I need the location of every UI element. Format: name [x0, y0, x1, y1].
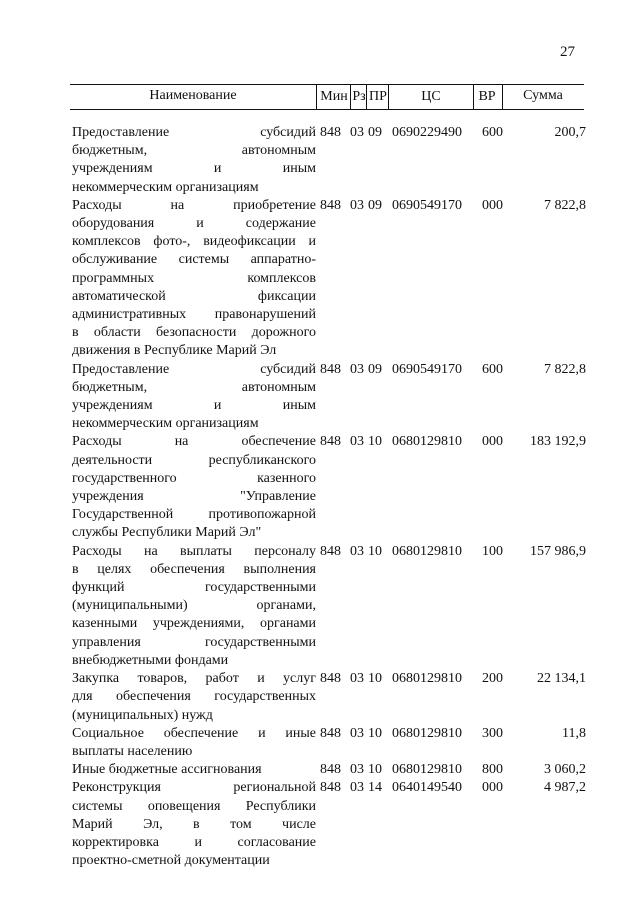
row-name-line: обслуживание системы аппаратно- [72, 252, 316, 268]
row-name-line: Расходы на обеспечение [72, 434, 316, 450]
row-vr: 600 [482, 125, 503, 140]
row-name-line: Иные бюджетные ассигнования [72, 762, 262, 778]
row-rz: 03 [350, 125, 364, 140]
table-row [72, 779, 586, 870]
row-vr: 000 [482, 197, 503, 213]
row-name-line: в области безопасности дорожного [72, 325, 316, 341]
row-min: 848 [320, 780, 341, 796]
row-pr: 10 [368, 762, 382, 778]
row-name-line: для обеспечения государственных [72, 689, 316, 705]
row-name-line: в целях обеспечения выполнения [72, 561, 316, 577]
row-min: 848 [320, 434, 341, 450]
row-sum: 157 986,9 [530, 543, 586, 559]
row-name-line: деятельности республиканского [72, 452, 316, 468]
row-name-line: функций государственными [72, 580, 316, 596]
row-cs: 0690549170 [392, 361, 462, 377]
row-sum: 183 192,9 [530, 434, 586, 450]
row-name [72, 670, 316, 725]
row-name-line: Предоставление субсидий [72, 125, 316, 140]
row-sum: 4 987,2 [544, 780, 586, 796]
row-name-line: выплаты населению [72, 743, 193, 759]
row-cs: 0680129810 [392, 671, 462, 687]
row-sum: 3 060,2 [544, 762, 586, 778]
row-name-line: учреждения "Управление [72, 489, 316, 505]
row-name-line: некоммерческим организациям [72, 416, 259, 432]
row-rz: 03 [350, 671, 364, 687]
table-row [72, 433, 586, 542]
row-rz: 03 [350, 543, 364, 559]
row-name-line: Реконструкция региональной [72, 780, 316, 796]
row-rz: 03 [350, 197, 364, 213]
row-name-line: (муниципальными) органами, [72, 598, 316, 614]
row-name-line: Расходы на приобретение [72, 197, 316, 213]
row-sum: 11,8 [562, 725, 586, 741]
header-cs: ЦС [388, 85, 474, 109]
row-name-line: Марий Эл, в том числе [72, 816, 316, 832]
row-min: 848 [320, 671, 341, 687]
row-name-line: административных правонарушений [72, 307, 316, 323]
table-row [72, 543, 586, 670]
row-name-line: бюджетным, автономным [72, 379, 316, 395]
row-pr: 10 [368, 434, 382, 450]
table-body [72, 124, 586, 870]
row-name-line: системы оповещения Республики [72, 798, 316, 814]
row-name-line: бюджетным, автономным [72, 143, 316, 159]
row-name-line: управления государственными [72, 634, 316, 650]
row-pr: 09 [368, 197, 382, 213]
row-min: 848 [320, 197, 341, 213]
row-cs: 0680129810 [392, 725, 462, 741]
row-min: 848 [320, 725, 341, 741]
row-vr: 800 [482, 762, 503, 778]
row-sum: 7 822,8 [544, 361, 586, 377]
row-name [72, 725, 316, 761]
row-name-line: (муниципальных) нужд [72, 707, 213, 723]
row-name-line: Государственной противопожарной [72, 507, 316, 523]
row-name-line: проектно-сметной документации [72, 853, 270, 869]
row-pr: 10 [368, 671, 382, 687]
row-name [72, 433, 316, 542]
table-row [72, 761, 586, 779]
row-sum: 200,7 [554, 125, 586, 140]
header-sum: Сумма [523, 88, 563, 103]
table-row [72, 725, 586, 761]
table-header [70, 84, 584, 110]
row-name-line: Расходы на выплаты персоналу [72, 543, 316, 559]
table-row [72, 197, 586, 361]
row-cs: 0680129810 [392, 434, 462, 450]
row-rz: 03 [350, 780, 364, 796]
row-sum: 7 822,8 [544, 197, 586, 213]
row-name [72, 543, 316, 670]
row-name-line: учреждениям и иным [72, 161, 316, 177]
row-cs: 0640149540 [392, 780, 462, 796]
row-vr: 000 [482, 434, 503, 450]
row-cs: 0690549170 [392, 197, 462, 213]
row-name-line: Предоставление субсидий [72, 361, 316, 377]
row-name [72, 124, 316, 197]
row-name [72, 779, 316, 870]
row-min: 848 [320, 125, 341, 140]
row-name-line: программных комплексов [72, 270, 316, 286]
row-name-line: оборудования и содержание [72, 216, 316, 232]
header-name: Наименование [149, 88, 237, 103]
row-min: 848 [320, 361, 341, 377]
row-cs: 0680129810 [392, 762, 462, 778]
table-row [72, 361, 586, 434]
row-name-line: Социальное обеспечение и иные [72, 725, 316, 741]
row-pr: 09 [368, 125, 382, 140]
row-rz: 03 [350, 762, 364, 778]
row-name [72, 761, 316, 779]
row-pr: 10 [368, 725, 382, 741]
row-pr: 09 [368, 361, 382, 377]
header-rz: Рз [350, 85, 367, 109]
row-rz: 03 [350, 361, 364, 377]
header-vr: ВР [472, 85, 503, 109]
row-min: 848 [320, 543, 341, 559]
row-name-line: комплексов фото-, видеофиксации и [72, 234, 316, 250]
row-cs: 0680129810 [392, 543, 462, 559]
row-name-line: казенными учреждениями, органами [72, 616, 316, 632]
row-name [72, 197, 316, 361]
row-rz: 03 [350, 434, 364, 450]
row-vr: 600 [482, 361, 503, 377]
row-cs: 0690229490 [392, 125, 462, 140]
row-name-line: учреждениям и иным [72, 398, 316, 414]
page-number: 27 [560, 44, 575, 60]
row-rz: 03 [350, 725, 364, 741]
table-row [72, 670, 586, 725]
row-name-line: государственного казенного [72, 470, 316, 486]
row-sum: 22 134,1 [537, 671, 586, 687]
row-vr: 100 [482, 543, 503, 559]
header-pr: ПР [366, 85, 389, 109]
table-row [72, 124, 586, 197]
row-vr: 000 [482, 780, 503, 796]
row-pr: 14 [368, 780, 382, 796]
row-name-line: внебюджетными фондами [72, 652, 229, 668]
row-vr: 200 [482, 671, 503, 687]
row-min: 848 [320, 762, 341, 778]
row-pr: 10 [368, 543, 382, 559]
row-vr: 300 [482, 725, 503, 741]
row-name [72, 361, 316, 434]
row-name-line: Закупка товаров, работ и услуг [72, 671, 316, 687]
header-min: Мин [316, 85, 351, 109]
row-name-line: некоммерческим организациям [72, 179, 259, 195]
row-name-line: движения в Республике Марий Эл [72, 343, 277, 359]
row-name-line: службы Республики Марий Эл" [72, 525, 262, 541]
row-name-line: автоматической фиксации [72, 288, 316, 304]
row-name-line: корректировка и согласование [72, 834, 316, 850]
